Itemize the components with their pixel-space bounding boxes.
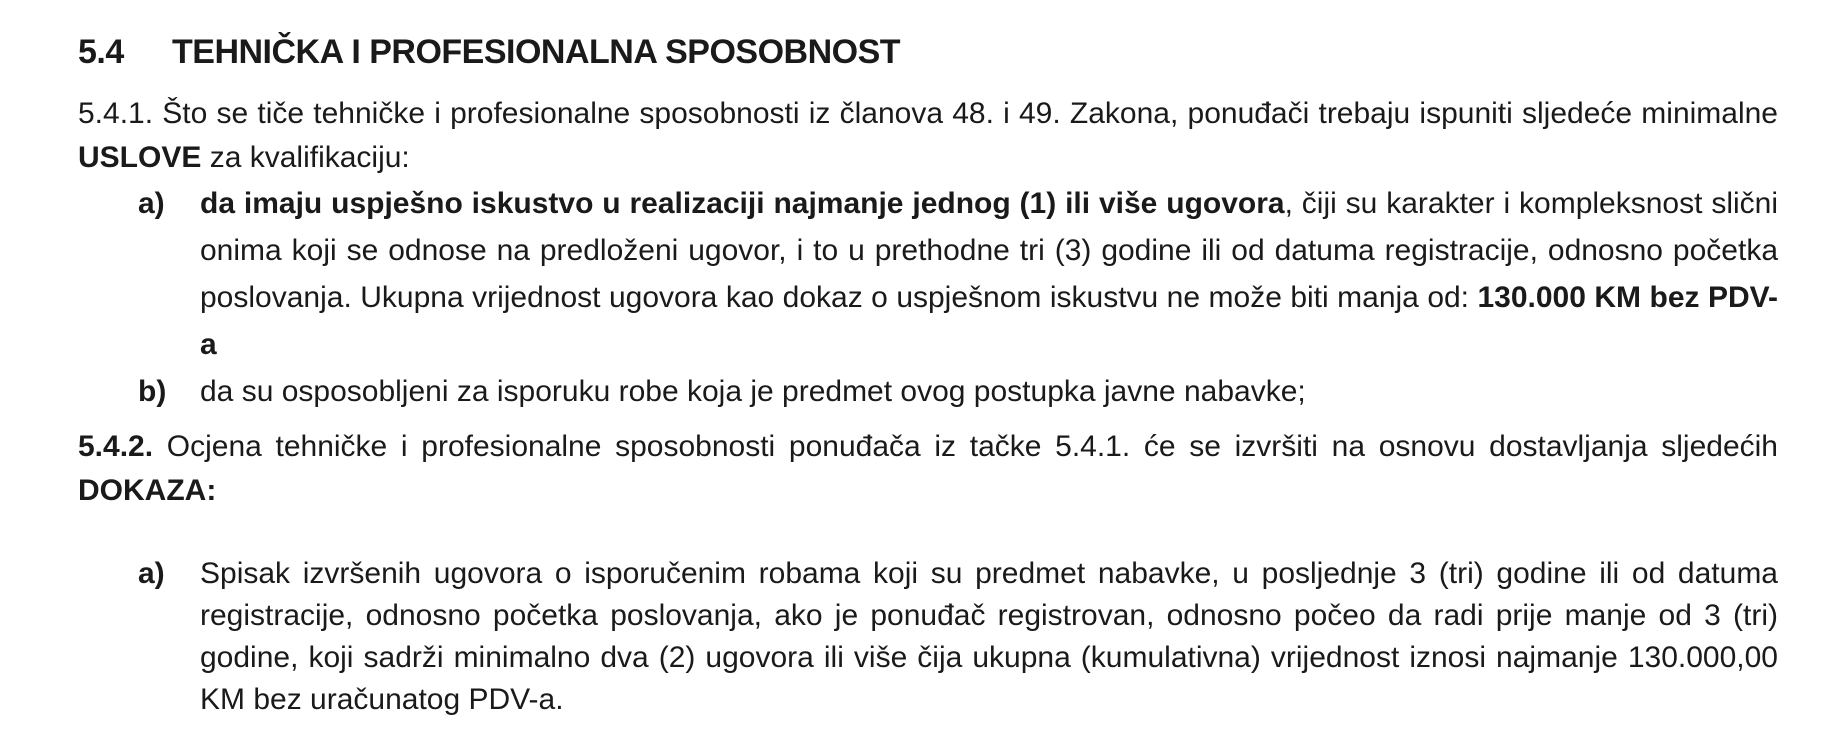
evidence-item-a	[138, 553, 1778, 721]
paragraph-5-4-2-bold-word: DOKAZA:	[78, 474, 217, 508]
paragraph-5-4-1-text-after: za kvalifikaciju:	[201, 141, 410, 175]
requirement-a-bold-start: da imaju uspješno iskustvo u realizaciji najmanje jednog (1) ili više ugovora	[200, 187, 1285, 221]
section-heading	[78, 30, 1778, 74]
paragraph-5-4-1-number: 5.4.1.	[78, 97, 154, 131]
section-heading-number: 5.4	[78, 33, 124, 71]
paragraph-5-4-1	[78, 92, 1778, 180]
requirement-item-b	[138, 368, 1778, 415]
paragraph-5-4-1-text-before: Što se tiče tehničke i profesionalne sposobnosti iz članova 48. i 49. Zakona, ponuđači trebaju ispuniti sljedeće minimalne	[153, 97, 1778, 131]
requirement-a-bold-end: 130.000 KM bez PDV-a	[200, 281, 1778, 362]
paragraph-5-4-2	[78, 425, 1778, 513]
requirements-list	[78, 180, 1778, 415]
spacer	[78, 415, 1778, 425]
evidence-a-text: Spisak izvršenih ugovora o isporučenim robama koji su predmet nabavke, u posljednje 3 (tri) godine ili od datuma registracije, odnosno početka poslovanja, ako je ponuđač registrovan, odnosno počeo da radi prije manje od 3 (tri) godine, koji sadrži minimalno dva (2) ugovora ili više čija ukupna (kumulativna) vrijednost iznosi najmanje 130.000,00 KM bez uračunatog PDV-a.	[200, 557, 1778, 717]
spacer	[78, 513, 1778, 553]
list-marker: a)	[138, 187, 165, 221]
paragraph-5-4-2-number: 5.4.2.	[78, 430, 154, 464]
requirement-a-text: , čiji su karakter i kompleksnost slični onima koji se odnose na predloženi ugovor, i to u prethodne tri (3) godine ili od datuma registracije, odnosno početka poslovanja. Ukupna vrijednost ugovora kao dokaz o uspješnom iskustvu ne može biti manja od:	[200, 187, 1778, 315]
requirement-item-a	[138, 180, 1778, 368]
evidence-list	[78, 553, 1778, 721]
document-page	[78, 30, 1778, 721]
paragraph-5-4-1-bold-word: USLOVE	[78, 141, 202, 175]
list-marker: b)	[138, 375, 167, 409]
list-marker: a)	[138, 557, 165, 591]
section-heading-title: TEHNIČKA I PROFESIONALNA SPOSOBNOST	[172, 33, 901, 71]
paragraph-5-4-2-text-before: Ocjena tehničke i profesionalne sposobnosti ponuđača iz tačke 5.4.1. će se izvršiti na osnovu dostavljanja sljedećih	[153, 430, 1778, 464]
requirement-b-text: da su osposobljeni za isporuku robe koja je predmet ovog postupka javne nabavke;	[200, 375, 1306, 409]
